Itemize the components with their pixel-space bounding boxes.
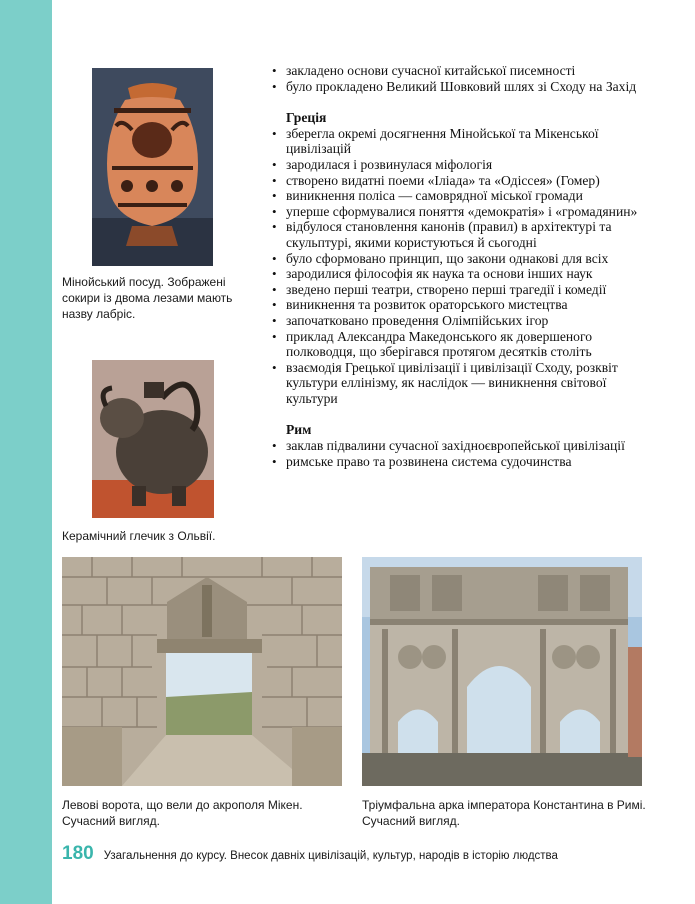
ceramic-jug-image bbox=[92, 360, 214, 518]
china-list bbox=[270, 63, 650, 94]
list-item: • було сформовано принцип, що закони однакові для всіх bbox=[270, 251, 650, 267]
figure-caption: Тріумфальна арка імператора Константина в Римі. Сучасний вигляд. bbox=[362, 798, 646, 828]
list-item: • приклад Александра Македонського як довершеного полководця, що зберігався протягом десятків століть bbox=[270, 329, 650, 360]
list-item: • зародилася і розвинулася міфологія bbox=[270, 157, 650, 173]
list-item: • створено видатні поеми «Іліада» та «Одіссея» (Гомер) bbox=[270, 173, 650, 189]
minoan-vessel-image bbox=[92, 68, 213, 266]
list-item: • зародилися філософія як наука та основи інших наук bbox=[270, 266, 650, 282]
section-heading-greece: Греція bbox=[286, 110, 327, 126]
list-item: • виникнення та розвиток ораторського мистецтва bbox=[270, 297, 650, 313]
arch-of-constantine-image bbox=[362, 557, 642, 786]
figure-caption: Керамічний глечик з Ольвії. bbox=[62, 529, 216, 543]
list-item: • було прокладено Великий Шовковий шлях зі Сходу на Захід bbox=[270, 79, 650, 95]
running-footer-title: Узагальнення до курсу. Внесок давніх цивілізацій, культур, народів в історію людства bbox=[103, 850, 558, 862]
page-edge-band bbox=[0, 0, 52, 904]
page-footer bbox=[62, 843, 682, 865]
list-item: • взаємодія Грецької цивілізації і цивілізації Сходу, розквіт культури еллінізму, як наслідок — виникнення світової культури bbox=[270, 360, 650, 407]
list-item: • римське право та розвинена система судочинства bbox=[270, 454, 650, 470]
list-item: • закладено основи сучасної китайської писемності bbox=[270, 63, 650, 79]
list-item: • відбулося становлення канонів (правил) в архітектурі та скульптурі, якими користуються й сьогодні bbox=[270, 219, 650, 250]
list-item: • зберегла окремі досягнення Мінойської та Мікенської цивілізацій bbox=[270, 126, 650, 157]
figure-caption: Левові ворота, що вели до акрополя Мікен. Сучасний вигляд. bbox=[62, 798, 303, 828]
list-item: • виникнення поліса — самоврядної міської громади bbox=[270, 188, 650, 204]
lion-gate-image bbox=[62, 557, 342, 786]
main-text bbox=[270, 63, 650, 469]
page-number: 180 bbox=[62, 843, 94, 864]
list-item: • зведено перші театри, створено перші трагедії і комедії bbox=[270, 282, 650, 298]
rome-list bbox=[270, 438, 650, 469]
greece-list bbox=[270, 126, 650, 407]
list-item: • заклав підвалини сучасної західноєвропейської цивілізації bbox=[270, 438, 650, 454]
list-item: • започатковано проведення Олімпійських ігор bbox=[270, 313, 650, 329]
figure-caption: Мінойський посуд. Зображені сокири із двома лезами мають назву лабріс. bbox=[62, 275, 233, 321]
section-heading-rome: Рим bbox=[286, 422, 312, 438]
list-item: • уперше сформувалися поняття «демократія» і «громадянин» bbox=[270, 204, 650, 220]
